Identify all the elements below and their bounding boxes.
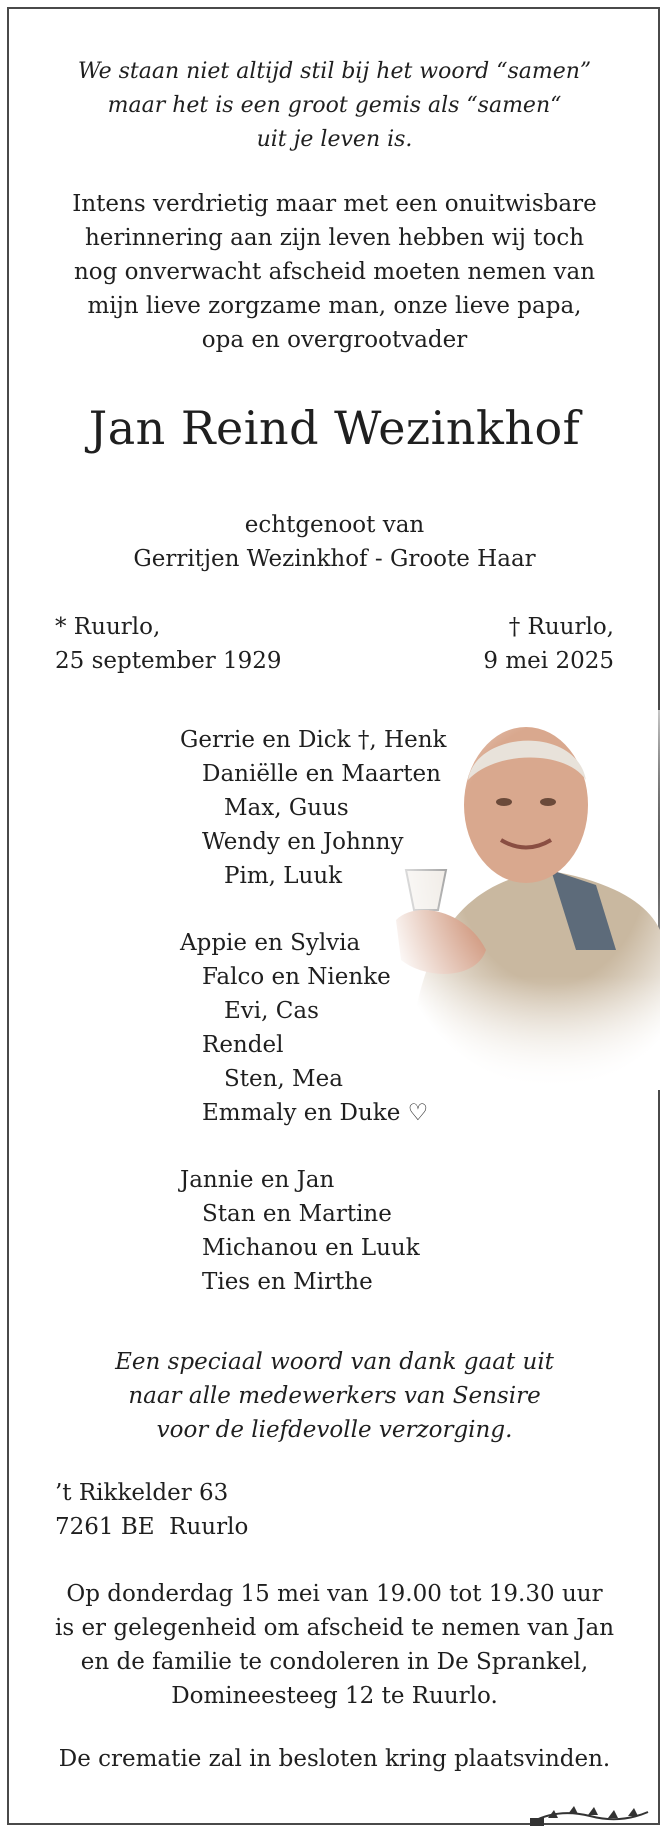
spouse-info (0, 508, 669, 576)
intro-text (0, 187, 669, 357)
intro-line: opa en overgrootvader (201, 327, 468, 353)
intro-line: herinnering aan zijn leven hebben wij toch (84, 225, 585, 251)
intro-line: nog onverwacht afscheid moeten nemen van (73, 259, 596, 285)
death-info (483, 610, 614, 678)
thanks-line: Een speciaal woord van dank gaat uit (115, 1349, 554, 1375)
family-line: Max, Guus (224, 795, 349, 821)
family-line: Evi, Cas (224, 998, 319, 1024)
family-line: Stan en Martine (202, 1201, 392, 1227)
poem-line: uit je leven is. (256, 127, 413, 152)
family-line: Emmaly en Duke ♡ (202, 1100, 429, 1126)
family-line: Gerrie en Dick †, Henk (180, 727, 447, 753)
family-line: Falco en Nienke (202, 964, 391, 990)
birth-place: * Ruurlo, (55, 614, 161, 640)
family-line: Michanou en Luuk (202, 1235, 420, 1261)
family-line: Daniëlle en Maarten (202, 761, 441, 787)
family-line: Wendy en Johnny (202, 829, 404, 855)
deceased-name: Jan Reind Wezinkhof (88, 401, 581, 455)
address (55, 1476, 248, 1544)
intro-line: Intens verdrietig maar met een onuitwisbare (72, 191, 597, 217)
thanks-line: naar alle medewerkers van Sensire (128, 1383, 541, 1409)
poem-line: We staan niet altijd stil bij het woord “samen” (77, 59, 592, 84)
thanks-text (0, 1345, 669, 1447)
family-line: Ties en Mirthe (202, 1269, 373, 1295)
service-info (0, 1577, 669, 1713)
address-street: ’t Rikkelder 63 (55, 1480, 229, 1506)
family-line: Sten, Mea (224, 1066, 343, 1092)
family-line: Pim, Luuk (224, 863, 343, 889)
spouse-line: Gerritjen Wezinkhof - Groote Haar (133, 546, 536, 572)
poem (0, 55, 669, 157)
service-line: is er gelegenheid om afscheid te nemen van Jan (54, 1615, 615, 1641)
service-line: en de familie te condoleren in De Sprankel, (80, 1649, 589, 1675)
family-line: Appie en Sylvia (180, 930, 361, 956)
family-line: Jannie en Jan (180, 1167, 335, 1193)
poem-line: maar het is een groot gemis als “samen“ (107, 93, 562, 118)
family-list (180, 723, 446, 1299)
service-line: Domineesteeg 12 te Ruurlo. (171, 1683, 498, 1709)
intro-line: mijn lieve zorgzame man, onze lieve papa, (87, 293, 582, 319)
service-line: Op donderdag 15 mei van 19.00 tot 19.30 uur (66, 1581, 603, 1607)
publisher-logo-icon (528, 1800, 653, 1828)
thanks-line: voor de liefdevolle verzorging. (156, 1417, 513, 1443)
birth-date: 25 september 1929 (55, 648, 282, 674)
address-city: 7261 BE Ruurlo (55, 1514, 249, 1540)
family-line: Rendel (202, 1032, 284, 1058)
spouse-line: echtgenoot van (244, 512, 425, 538)
birth-info (55, 610, 282, 678)
death-date: 9 mei 2025 (483, 648, 614, 674)
death-place: † Ruurlo, (508, 614, 614, 640)
cremation-note: De crematie zal in besloten kring plaatsvinden. (58, 1746, 611, 1772)
